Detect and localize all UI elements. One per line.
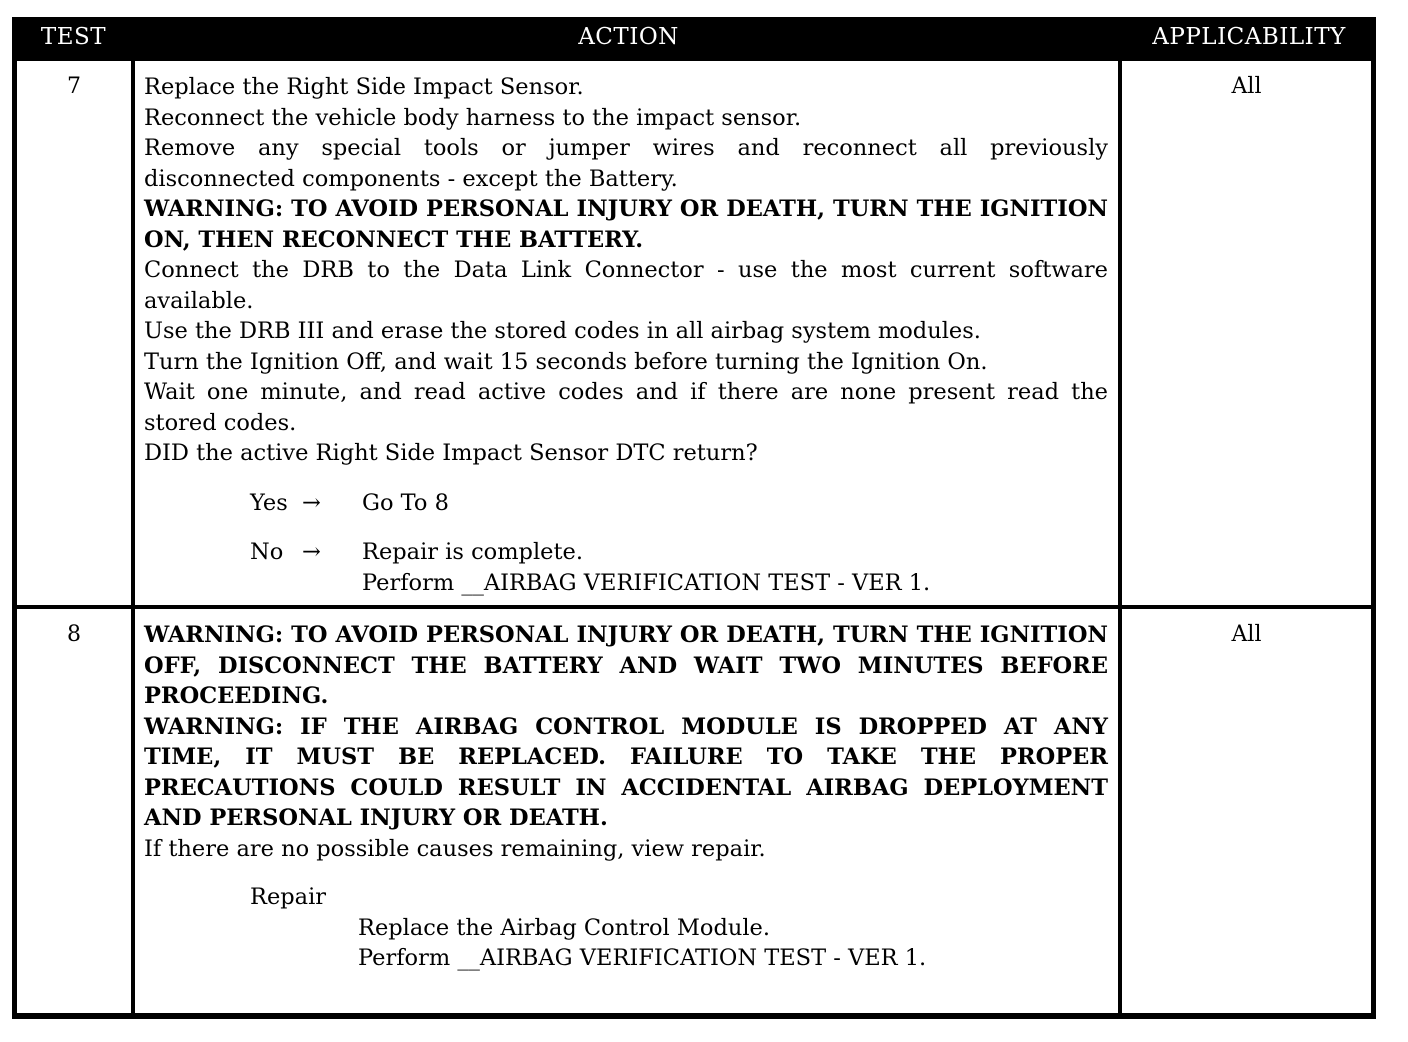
question-line: DID the active Right Side Impact Sensor DTC return? xyxy=(144,440,758,466)
yes-label: Yes xyxy=(250,489,288,516)
action-line: Turn the Ignition Off, and wait 15 seconds before turning the Ignition On. xyxy=(144,348,988,375)
diagnostic-table xyxy=(12,17,1376,1019)
repair-line: Perform __AIRBAG VERIFICATION TEST - VER 1. xyxy=(358,945,927,971)
action-line: Connect the DRB to the Data Link Connector - use the most current software available. xyxy=(144,257,1108,314)
header-applicability: APPLICABILITY xyxy=(1152,24,1346,50)
warning-text: WARNING: TO AVOID PERSONAL INJURY OR DEATH, TURN THE IGNITION ON, THEN RECONNECT THE BATTERY. xyxy=(144,196,1108,253)
header-test: TEST xyxy=(40,24,107,50)
no-result xyxy=(362,537,930,598)
row8-action-cell xyxy=(135,609,1118,1013)
header-action: ACTION xyxy=(578,24,679,50)
repair-label: Repair xyxy=(250,884,327,910)
repair-line: Replace the Airbag Control Module. xyxy=(358,914,770,941)
action-line: Reconnect the vehicle body harness to the impact sensor. xyxy=(144,104,802,131)
arrow-icon: → xyxy=(302,489,321,516)
no-result-line: Perform __AIRBAG VERIFICATION TEST - VER 1. xyxy=(362,569,931,596)
no-label: No xyxy=(250,539,284,565)
action-line: Use the DRB III and erase the stored codes in all airbag system modules. xyxy=(144,318,981,344)
row8-test-cell xyxy=(17,609,131,1013)
yes-option xyxy=(250,488,1108,519)
row7-action-cell xyxy=(135,61,1118,605)
row8-applicability-cell xyxy=(1122,609,1371,1013)
warning-text: WARNING: TO AVOID PERSONAL INJURY OR DEATH, TURN THE IGNITION OFF, DISCONNECT THE BATTERY AND WAIT TWO MINUTES BEFORE PROCEEDING. xyxy=(144,622,1108,709)
row7-applicability-cell xyxy=(1122,61,1371,605)
row7-test-cell xyxy=(17,61,131,605)
arrow-icon: → xyxy=(302,539,321,565)
warning-text: WARNING: IF THE AIRBAG CONTROL MODULE IS DROPPED AT ANY TIME, IT MUST BE REPLACED. FAILURE TO TAKE THE PROPER PRECAUTIONS COULD RESULT IN ACCIDENTAL AIRBAG DEPLOYMENT AND PERSONAL INJURY OR DEATH. xyxy=(144,713,1108,831)
applicability-value: All xyxy=(1231,622,1262,647)
test-number: 7 xyxy=(67,74,81,99)
action-line: Replace the Right Side Impact Sensor. xyxy=(144,74,584,100)
action-line: Wait one minute, and read active codes and if there are none present read the stored codes. xyxy=(144,379,1108,436)
applicability-value: All xyxy=(1231,74,1262,99)
yes-result: Go To 8 xyxy=(362,489,449,516)
no-option xyxy=(250,537,1108,598)
table-header xyxy=(12,17,1376,57)
test-number: 8 xyxy=(67,622,81,647)
no-result-line: Repair is complete. xyxy=(362,539,583,565)
action-line: Remove any special tools or jumper wires and reconnect all previously disconnected components - except the Battery. xyxy=(144,135,1108,192)
action-line: If there are no possible causes remaining, view repair. xyxy=(144,835,766,862)
